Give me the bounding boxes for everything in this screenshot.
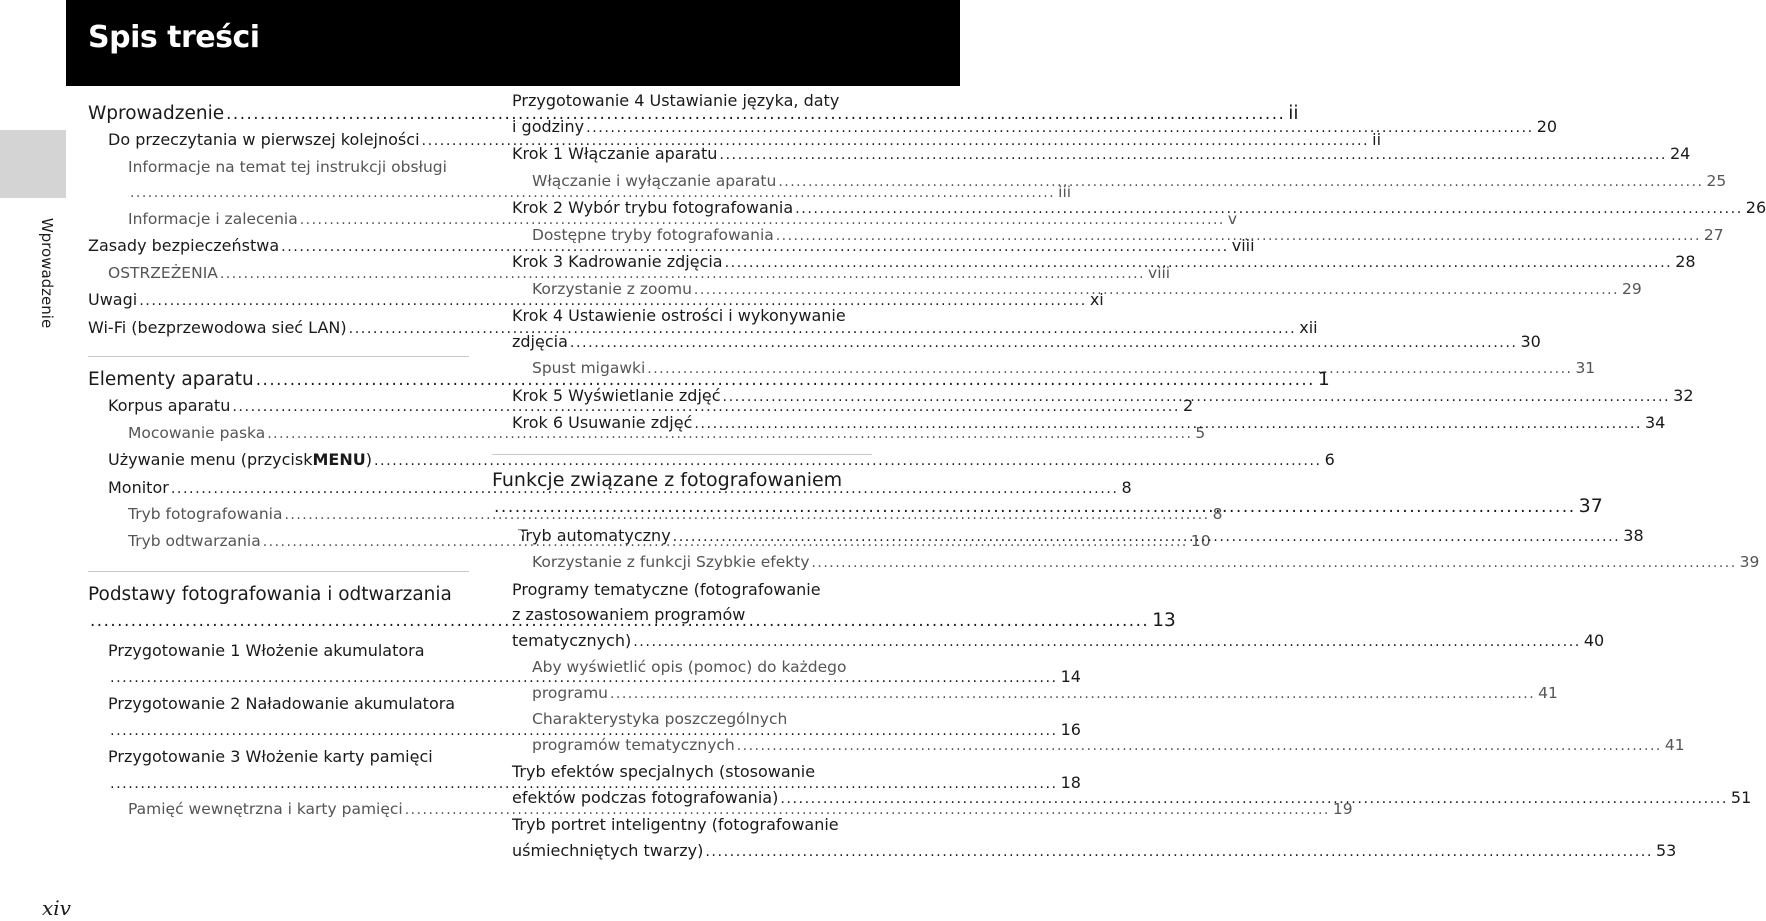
toc-entry-page: 30	[1520, 331, 1541, 351]
toc-entry-title: Monitor	[108, 477, 169, 497]
toc-entry-title: Elementy aparatu	[88, 369, 254, 390]
toc-entry-page: 8	[1121, 477, 1132, 497]
toc-entry-page: 41	[1538, 683, 1558, 702]
toc-entry-title: Pamięć wewnętrzna i karty pamięci	[128, 800, 403, 818]
toc-entry-title: Korpus aparatu	[108, 396, 231, 415]
toc-entry-tryb-fotografowania[interactable]	[88, 502, 1223, 529]
toc-entry-krok-2[interactable]	[492, 195, 1766, 223]
side-tab	[0, 130, 66, 198]
toc-entry-title: Krok 2 Wybór trybu fotografowania	[512, 198, 794, 217]
leader-dots	[570, 331, 1518, 357]
leader-dots	[780, 787, 1728, 813]
leader-dots	[694, 412, 1642, 438]
toc-entry-title: Krok 3 Kadrowanie zdjęcia	[512, 252, 723, 271]
leader-dots	[610, 682, 1535, 708]
leader-dots	[737, 734, 1662, 760]
toc-entry-page: xii	[1299, 317, 1318, 337]
toc-entry-page: 29	[1622, 279, 1642, 298]
toc-entry-page: viii	[1148, 263, 1171, 282]
toc-entry-page: 1	[1317, 369, 1330, 390]
toc-entry-page: viii	[1231, 236, 1255, 255]
toc-entry-title: Korzystanie z funkcji Szybkie efekty	[532, 553, 810, 571]
toc-entry-title: Wi-Fi (bezprzewodowa sieć LAN)	[88, 317, 347, 337]
toc-entry-menu[interactable]	[88, 447, 1335, 475]
toc-entry-page: 40	[1583, 630, 1605, 650]
toc-entry-title: Zasady bezpieczeństwa	[88, 236, 280, 255]
toc-entry-page: 34	[1644, 413, 1666, 432]
toc-entry-title-end: )	[365, 450, 372, 469]
leader-dots	[647, 357, 1572, 383]
section-divider	[88, 571, 469, 572]
toc-entry-title-cont: i godziny	[512, 116, 585, 136]
toc-entry-page: 25	[1706, 171, 1727, 190]
toc-entry-page: 31	[1575, 359, 1596, 377]
toc-entry-title: Spust migawki	[532, 359, 646, 377]
leader-dots	[812, 551, 1737, 577]
toc-entry-page: 16	[1060, 719, 1081, 739]
toc-entry-title: Przygotowanie 2 Naładowanie akumulatora	[108, 694, 456, 713]
toc-entry-page: ii	[1372, 130, 1382, 149]
toc-entry-page: 53	[1655, 840, 1677, 860]
leader-dots	[673, 525, 1621, 551]
side-tab-label: Wprowadzenie	[38, 217, 56, 329]
toc-entry-page: 5	[1195, 423, 1206, 442]
toc-entry-title: Aby wyświetlić opis (pomoc) do każdego	[532, 658, 847, 676]
toc-entry-title: Krok 6 Usuwanie zdjęć	[512, 413, 693, 432]
leader-dots	[723, 385, 1671, 411]
leader-dots	[725, 251, 1673, 277]
leader-dots	[705, 840, 1653, 866]
toc-entry-title-cont: efektów podczas fotografowania)	[512, 787, 779, 807]
toc-entry-title: Przygotowanie 4 Ustawianie języka, daty	[512, 91, 840, 110]
toc-entry-page: 8	[1212, 505, 1223, 523]
toc-entry-page: 28	[1675, 252, 1696, 271]
toc-entry-title: Przygotowanie 3 Włożenie karty pamięci	[108, 747, 433, 766]
menu-button-glyph: MENU	[312, 450, 366, 469]
toc-entry-title: Krok 1 Włączanie aparatu	[512, 144, 718, 163]
leader-dots	[795, 197, 1743, 223]
toc-entry-title: Tryb odtwarzania	[128, 531, 261, 550]
toc-entry-title: Dostępne tryby fotografowania	[532, 225, 774, 244]
toc-entry-page: 24	[1669, 144, 1691, 163]
toc-entry-title: Informacje i zalecenia	[128, 209, 298, 228]
toc-entry-spust[interactable]	[492, 356, 1596, 383]
toc-entry-page: 14	[1060, 666, 1081, 686]
toc-entry-szybkie-efekty[interactable]	[492, 550, 1760, 577]
toc-entry-title: Tryb efektów specjalnych (stosowanie	[512, 762, 816, 781]
toc-entry-title-cont: z zastosowaniem programów	[512, 605, 746, 624]
leader-dots	[776, 224, 1701, 250]
toc-entry-page: 6	[1324, 450, 1335, 469]
toc-entry-title: Mocowanie paska	[128, 423, 266, 442]
toc-entry-title-cont: uśmiechniętych twarzy)	[512, 840, 704, 860]
leader-dots	[586, 116, 1534, 142]
toc-entry-title: Tryb automatyczny	[518, 525, 671, 545]
leader-dots	[778, 170, 1703, 196]
page-title: Spis treści	[88, 20, 260, 55]
toc-entry-title: Charakterystyka poszczególnych	[532, 710, 788, 728]
leader-dots	[694, 278, 1619, 304]
toc-entry-page: 51	[1730, 787, 1752, 807]
toc-entry-title: Krok 4 Ustawienie ostrości i wykonywanie	[512, 306, 846, 325]
toc-entry-page: xi	[1089, 290, 1104, 309]
toc-entry-page: 41	[1664, 735, 1685, 754]
toc-entry-title: Podstawy fotografowania i odtwarzania	[88, 584, 452, 605]
toc-entry-krok-5[interactable]	[492, 383, 1694, 411]
toc-entry-page: ii	[1288, 103, 1299, 124]
toc-entry-page: 20	[1536, 116, 1558, 136]
section-divider	[492, 454, 872, 455]
toc-entry-title: Korzystanie z zoomu	[532, 279, 692, 298]
toc-entry-funkcje[interactable]	[492, 467, 1603, 520]
toc-entry-title: Wprowadzenie	[88, 103, 225, 124]
toc-entry-title-cont: programów tematycznych	[532, 735, 735, 754]
toc-entry-page: 26	[1745, 198, 1766, 217]
toc-entry-page: 2	[1182, 396, 1194, 415]
toc-entry-page: 13	[1152, 610, 1176, 631]
toc-entry-title: Do przeczytania w pierwszej kolejności	[108, 130, 420, 149]
toc-entry-page: 10	[1190, 531, 1211, 550]
leader-dots	[719, 143, 1667, 169]
leader-dots	[494, 494, 1576, 520]
toc-entry-title-cont: programu	[532, 683, 608, 702]
toc-entry-title-cont: zdjęcia	[512, 331, 568, 351]
toc-entry-title: Funkcje związane z fotografowaniem	[492, 468, 843, 491]
header-bar	[66, 0, 960, 86]
toc-entry-page: 38	[1623, 525, 1644, 545]
toc-entry-page: v	[1227, 209, 1238, 228]
toc-entry-page: 19	[1332, 800, 1353, 818]
toc-entry-title: Używanie menu (przycisk	[108, 450, 313, 469]
toc-entry-title: OSTRZEŻENIA	[108, 263, 218, 282]
toc-entry-krok-1[interactable]	[492, 141, 1691, 169]
toc-entry-title-cont: tematycznych)	[512, 630, 632, 650]
toc-entry-page: 37	[1578, 494, 1603, 517]
section-divider	[88, 356, 469, 357]
toc-entry-page: 32	[1673, 385, 1694, 405]
toc-entry-page: iii	[1058, 183, 1072, 201]
toc-entry-page: 27	[1703, 225, 1724, 244]
toc-entry-title: Krok 5 Wyświetlanie zdjęć	[512, 385, 721, 405]
toc-entry-page: 39	[1739, 553, 1760, 571]
leader-dots	[633, 630, 1581, 656]
toc-entry-title: Informacje na temat tej instrukcji obsługi	[128, 157, 447, 176]
toc-entry-title: Tryb portret inteligentny (fotografowanie	[512, 815, 839, 834]
page-number: xiv	[42, 896, 71, 920]
toc-entry-krok-6[interactable]	[492, 410, 1666, 438]
toc-entry-title: Tryb fotografowania	[128, 505, 283, 523]
toc-entry-portret[interactable]	[492, 812, 1677, 865]
toc-entry-title: Włączanie i wyłączanie aparatu	[532, 171, 777, 190]
toc-entry-title: Programy tematyczne (fotografowanie	[512, 579, 821, 599]
toc-entry-title: Uwagi	[88, 290, 138, 309]
toc-entry-title: Przygotowanie 1 Włożenie akumulatora	[108, 641, 425, 660]
toc-entry-page: 18	[1060, 772, 1081, 792]
